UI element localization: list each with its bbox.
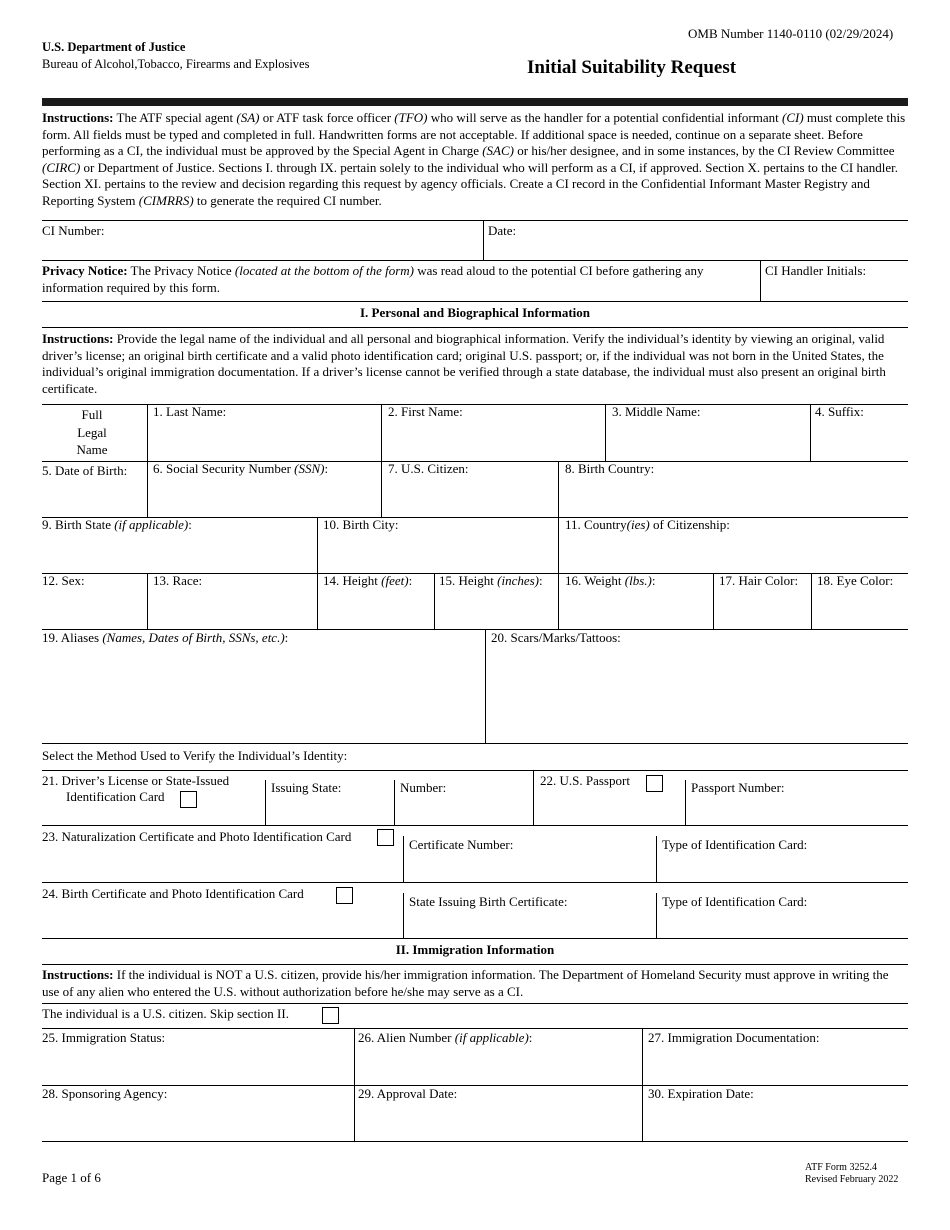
scars-marks-tattoos-label: 20. Scars/Marks/Tattoos: bbox=[491, 630, 621, 645]
hair-color-field[interactable] bbox=[714, 574, 810, 628]
dl-number-label: Number: bbox=[400, 780, 447, 795]
sponsoring-agency-field[interactable] bbox=[42, 1104, 353, 1140]
us-passport-checkbox[interactable] bbox=[646, 775, 663, 792]
date-of-birth-field[interactable] bbox=[42, 462, 146, 516]
birth-certificate-label: 24. Birth Certificate and Photo Identification Card bbox=[42, 886, 304, 901]
hair-color-label: 17. Hair Color: bbox=[719, 573, 799, 588]
certificate-number-field[interactable] bbox=[404, 855, 655, 881]
approval-date-field[interactable] bbox=[355, 1104, 641, 1140]
main-instructions: Instructions: The ATF special agent (SA) or ATF task force officer (TFO) who will serve as the handler for a potential confidential informant (CI) must complete this form. All fields must be typed and completed in full. Handwritten forms are not acceptable. If additional space is needed, continue on a separate sheet. Before performing as a CI, the individual must be approved by the Special Agent in Charge (SAC) or his/her designee, and in some instances, by the CI Review Committee (CIRC) or Department of Justice. Sections I. through IX. pertain solely to the individual who will perform as a CI, if approved. Section X. pertains to the CI handler. Section XI. pertains to the review and decision regarding this request by agency officials. Create a CI record in the Confidential Informant Master Registry and Reporting System (CIMRRS) to generate the required CI number. bbox=[42, 110, 906, 208]
birth-state-label: 9. Birth State (if applicable): bbox=[42, 517, 192, 532]
us-citizen-field[interactable] bbox=[382, 462, 557, 516]
suffix-label: 4. Suffix: bbox=[815, 404, 864, 419]
privacy-notice: Privacy Notice: The Privacy Notice (located at the bottom of the form) was read aloud to the potential CI before gathering any information required by this form. bbox=[42, 263, 704, 295]
drivers-license-checkbox[interactable] bbox=[180, 791, 197, 808]
middle-name-field[interactable] bbox=[606, 405, 809, 460]
weight-field[interactable] bbox=[559, 574, 712, 628]
immigration-status-label: 25. Immigration Status: bbox=[42, 1030, 166, 1045]
aliases-field[interactable] bbox=[42, 648, 484, 742]
ssn-field[interactable] bbox=[148, 462, 380, 516]
verify-method-label: Select the Method Used to Verify the Individual’s Identity: bbox=[42, 748, 348, 763]
full-legal-name-label: Full Legal Name bbox=[76, 407, 108, 457]
citizen-skip-label: The individual is a U.S. citizen. Skip section II. bbox=[42, 1006, 289, 1021]
citizenship-label: 11. Country(ies) of Citizenship: bbox=[565, 517, 730, 532]
birth-city-field[interactable] bbox=[318, 518, 557, 572]
type-id-card-field[interactable] bbox=[657, 855, 908, 881]
type-id-card-label: Type of Identification Card: bbox=[662, 837, 808, 852]
height-inches-label: 15. Height (inches): bbox=[439, 573, 543, 588]
race-field[interactable] bbox=[148, 574, 316, 628]
immigration-documentation-field[interactable] bbox=[643, 1048, 908, 1084]
section-2-instructions: Instructions: If the individual is NOT a U.S. citizen, provide his/her immigration information. The Department of Homeland Security must approve in writing the use of any alien who entered the U.S. without authorization before he/she may serve as a CI. bbox=[42, 967, 889, 999]
date-label: Date: bbox=[488, 223, 517, 238]
immigration-documentation-label: 27. Immigration Documentation: bbox=[648, 1030, 820, 1045]
section-1-title: I. Personal and Biographical Information bbox=[359, 305, 591, 320]
dl-number-field[interactable] bbox=[395, 798, 532, 824]
citizen-skip-checkbox[interactable] bbox=[322, 1007, 339, 1024]
race-label: 13. Race: bbox=[153, 573, 203, 588]
alien-number-label: 26. Alien Number (if applicable): bbox=[358, 1030, 533, 1045]
birth-country-label: 8. Birth Country: bbox=[565, 461, 655, 476]
us-passport-label: 22. U.S. Passport bbox=[540, 773, 630, 788]
weight-label: 16. Weight (lbs.): bbox=[565, 573, 656, 588]
alien-number-field[interactable] bbox=[355, 1048, 641, 1084]
section-1-instructions: Instructions: Provide the legal name of the individual and all personal and biographical information. Verify the individual’s identity by viewing an original, valid driver’s license; an original birth certificate and a valid photo identification card; original U.S. passport; or, if the individual was not born in the United States, the individual’s original immigration documentation. If a driver’s license cannot be verified through a state database, the individual must also present an original birth certificate. bbox=[42, 331, 886, 396]
naturalization-label: 23. Naturalization Certificate and Photo Identification Card bbox=[42, 829, 352, 844]
height-inches-field[interactable] bbox=[435, 574, 557, 628]
eye-color-field[interactable] bbox=[812, 574, 908, 628]
state-issuing-birth-field[interactable] bbox=[404, 912, 655, 937]
date-field[interactable] bbox=[484, 221, 908, 259]
certificate-number-label: Certificate Number: bbox=[409, 837, 514, 852]
birth-country-field[interactable] bbox=[559, 462, 908, 516]
last-name-field[interactable] bbox=[148, 405, 380, 460]
eye-color-label: 18. Eye Color: bbox=[817, 573, 894, 588]
middle-name-label: 3. Middle Name: bbox=[612, 404, 701, 419]
form-title: Initial Suitability Request bbox=[527, 57, 737, 78]
expiration-date-field[interactable] bbox=[643, 1104, 908, 1140]
immigration-status-field[interactable] bbox=[42, 1048, 353, 1084]
state-issuing-birth-label: State Issuing Birth Certificate: bbox=[409, 894, 568, 909]
approval-date-label: 29. Approval Date: bbox=[358, 1086, 458, 1101]
agency-block bbox=[42, 39, 309, 73]
date-of-birth-label: 5. Date of Birth: bbox=[42, 463, 128, 478]
passport-number-label: Passport Number: bbox=[691, 780, 785, 795]
birth-city-label: 10. Birth City: bbox=[323, 517, 399, 532]
first-name-field[interactable] bbox=[382, 405, 604, 460]
expiration-date-label: 30. Expiration Date: bbox=[648, 1086, 754, 1101]
us-citizen-label: 7. U.S. Citizen: bbox=[388, 461, 469, 476]
naturalization-checkbox[interactable] bbox=[377, 829, 394, 846]
birth-state-field[interactable] bbox=[42, 518, 316, 572]
passport-number-field[interactable] bbox=[686, 798, 908, 824]
last-name-label: 1. Last Name: bbox=[153, 404, 227, 419]
sponsoring-agency-label: 28. Sponsoring Agency: bbox=[42, 1086, 168, 1101]
height-feet-field[interactable] bbox=[318, 574, 433, 628]
ci-handler-initials-field[interactable] bbox=[761, 261, 908, 301]
height-feet-label: 14. Height (feet): bbox=[323, 573, 413, 588]
birth-certificate-checkbox[interactable] bbox=[336, 887, 353, 904]
bureau-name: Bureau of Alcohol,Tobacco, Firearms and Explosives bbox=[42, 57, 310, 71]
issuing-state-label: Issuing State: bbox=[271, 780, 342, 795]
ci-handler-initials-label: CI Handler Initials: bbox=[765, 263, 867, 278]
scars-marks-tattoos-field[interactable] bbox=[486, 648, 908, 742]
header-rule bbox=[42, 98, 908, 106]
first-name-label: 2. First Name: bbox=[388, 404, 463, 419]
omb-number: OMB Number 1140-0110 (02/29/2024) bbox=[688, 26, 894, 41]
form-number: ATF Form 3252.4 Revised February 2022 bbox=[805, 1162, 899, 1185]
page-number: Page 1 of 6 bbox=[42, 1170, 101, 1185]
sex-label: 12. Sex: bbox=[42, 573, 85, 588]
ssn-label: 6. Social Security Number (SSN): bbox=[153, 461, 329, 476]
type-id-card-2-label: Type of Identification Card: bbox=[662, 894, 808, 909]
section-2-title: II. Immigration Information bbox=[395, 942, 555, 957]
ci-number-label: CI Number: bbox=[42, 223, 105, 238]
department-name: U.S. Department of Justice bbox=[42, 40, 186, 54]
ci-number-field[interactable] bbox=[42, 221, 482, 259]
drivers-license-label: 21. Driver’s License or State-Issued Identification Card bbox=[42, 773, 230, 804]
type-id-card-2-field[interactable] bbox=[657, 912, 908, 937]
aliases-label: 19. Aliases (Names, Dates of Birth, SSNs, etc.): bbox=[42, 630, 289, 645]
sex-field[interactable] bbox=[42, 574, 146, 628]
citizenship-field[interactable] bbox=[559, 518, 908, 572]
suffix-field[interactable] bbox=[811, 405, 908, 460]
issuing-state-field[interactable] bbox=[266, 798, 393, 824]
